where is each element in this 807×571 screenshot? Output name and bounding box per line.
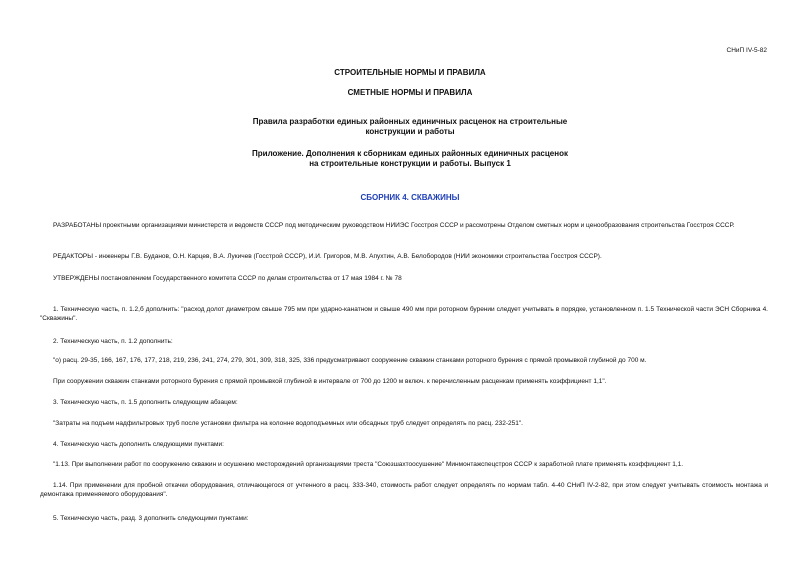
paragraph-approved: УТВЕРЖДЕНЫ постановлением Государственного комитета СССР по делам строительства от 17 мая 1984 г. № 78 — [53, 275, 402, 282]
paragraph-editors: РЕДАКТОРЫ - инженеры Г.В. Буданов, О.Н. Карцев, В.А. Лукичев (Госстрой СССР), И.И. Григоров, М.В. Апухтин, А.В. Белобородов (НИИ экономики строительства Госстроя СССР). — [53, 253, 602, 260]
paragraph-developed: РАЗРАБОТАНЫ проектными организациями министерств и ведомств СССР под методическим руководством НИИЭС Госстроя СССР и рассмотрены Отделом сметных норм и ценообразования строительства Госстроя СССР. — [53, 222, 735, 229]
paragraph-item-2-coefficient: При сооружении скважин станками роторного бурения с прямой промывкой глубиной в интервале от 700 до 1200 м включ. к перечисленным расценкам применять коэффициент 1,1". — [53, 378, 607, 385]
sub-title: СМЕТНЫЕ НОРМЫ И ПРАВИЛА — [347, 88, 473, 97]
paragraph-item-4: 4. Техническую часть дополнить следующими пунктами: — [53, 441, 224, 448]
paragraph-item-1: 1. Техническую часть, п. 1.2,б дополнить: "расход долот диаметром свыше 795 мм при ударно-канатном и свыше 490 мм при роторном бурении следует учитывать в порядке, установленном п. 1.5 Технической части ЭСН Сборника 4. "Скважины". — [40, 306, 768, 322]
appendix-title: Приложение. Дополнения к сборникам единых районных единичных расценок на строительные конструкции и работы. Выпуск 1 — [252, 149, 568, 168]
paragraph-item-4-1-14: 1.14. При применении для пробной откачки оборудования, отличающегося от учтенного в расц. 333-340, стоимость работ следует определять по нормам табл. 4-40 СНиП IV-2-82, при этом следует учитывать стоимость монтажа и демонтажа применяемого оборудования". — [40, 482, 768, 498]
collection-title: СБОРНИК 4. СКВАЖИНЫ — [360, 193, 460, 202]
paragraph-item-5: 5. Техническую часть, разд. 3 дополнить следующими пунктами: — [53, 515, 249, 522]
main-title: СТРОИТЕЛЬНЫЕ НОРМЫ И ПРАВИЛА — [334, 68, 486, 77]
paragraph-item-3: 3. Техническую часть, п. 1.5 дополнить следующим абзацем: — [53, 399, 238, 406]
paragraph-item-2-text: "о) расц. 29-35, 166, 167, 176, 177, 218, 219, 236, 241, 274, 279, 301, 309, 318, 325, 336 предусматривают сооружение скважин станками роторного бурения с прямой промывкой глубиной до 700 м. — [53, 357, 647, 364]
rules-title: Правила разработки единых районных единичных расценок на строительные конструкции и работы — [252, 117, 568, 136]
document-code: СНиП IV-5-82 — [726, 47, 767, 54]
paragraph-item-4-1-13: "1.13. При выполнении работ по сооружению скважин и осушению месторождений организациями треста "Союзшахтоосушение" Минмонтажспецстроя СССР к заработной плате применять коэффициент 1,1. — [53, 461, 684, 468]
paragraph-item-2: 2. Техническую часть, п. 1.2 дополнить: — [53, 338, 173, 345]
paragraph-item-3-text: "Затраты на подъем надфильтровых труб после установки фильтра на колонне водоподъемных или обсадных труб следует определять по расц. 232-251". — [53, 420, 523, 427]
